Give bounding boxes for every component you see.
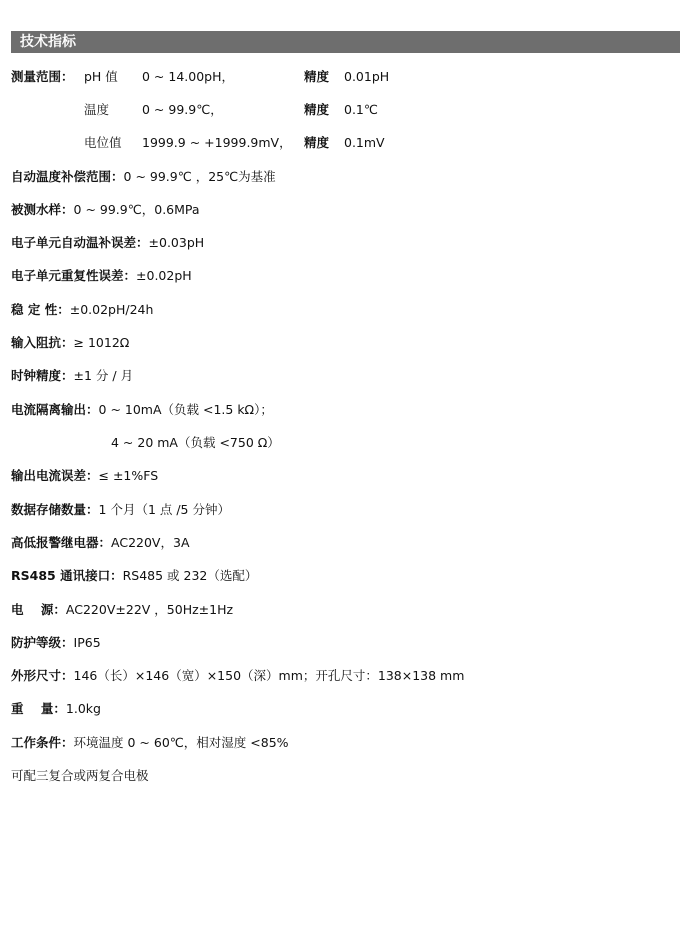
spec-value: ≤ ±1%FS bbox=[98, 468, 159, 483]
spec-value: 4 ~ 20 mA（负载 <750 Ω） bbox=[111, 435, 280, 450]
spec-value: AC220V，3A bbox=[111, 535, 190, 550]
footer-note bbox=[11, 766, 149, 786]
spec-value: AC220V±22V ，50Hz±1Hz bbox=[65, 602, 234, 617]
spec-power-supply bbox=[11, 600, 233, 620]
spec-label: 时钟精度： bbox=[11, 368, 74, 383]
spec-label: 高低报警继电器： bbox=[11, 535, 112, 550]
spec-value: 1 个月（1 点 /5 分钟） bbox=[98, 502, 230, 517]
spec-label: 电子单元自动温补误差： bbox=[11, 235, 149, 250]
spec-value: 环境温度 0 ~ 60℃，相对湿度 <85% bbox=[73, 735, 289, 750]
temperature-range: 0 ~ 99.9℃， bbox=[142, 102, 223, 117]
ph-name: pH 值 bbox=[84, 69, 118, 84]
spec-auto-temp-compensation bbox=[11, 167, 276, 187]
spec-weight bbox=[11, 699, 101, 719]
spec-sample-water bbox=[11, 200, 200, 220]
spec-value: 146（长）×146（宽）×150（深）mm；开孔尺寸：138×138 mm bbox=[73, 668, 465, 683]
spec-label: 输入阻抗： bbox=[11, 335, 74, 350]
spec-label: 电子单元重复性误差： bbox=[11, 268, 137, 283]
spec-value: ±0.02pH/24h bbox=[69, 302, 154, 317]
spec-label: RS485 通讯接口： bbox=[11, 568, 123, 583]
spec-value: 0 ~ 99.9℃ ，25℃为基准 bbox=[123, 169, 276, 184]
spec-label: 被测水样： bbox=[11, 202, 74, 217]
spec-auto-temp-error bbox=[11, 233, 204, 253]
spec-dimensions bbox=[11, 666, 464, 686]
spec-label: 自动温度补偿范围： bbox=[11, 169, 124, 184]
potential-accuracy-label: 精度 bbox=[304, 135, 330, 150]
spec-label: 外形尺寸： bbox=[11, 668, 74, 683]
spec-value: ≥ 1012Ω bbox=[73, 335, 130, 350]
spec-label: 稳 定 性： bbox=[11, 302, 70, 317]
spec-label: 数据存储数量： bbox=[11, 502, 99, 517]
spec-label: 工作条件： bbox=[11, 735, 74, 750]
temperature-accuracy-value: 0.1℃ bbox=[344, 102, 378, 117]
measuring-range-label: 测量范围： bbox=[11, 69, 74, 84]
spec-label: 电 源： bbox=[11, 602, 66, 617]
measuring-range-row-ph bbox=[11, 67, 680, 87]
spec-clock-accuracy bbox=[11, 366, 133, 386]
ph-accuracy-value: 0.01pH bbox=[344, 69, 390, 84]
ph-range: 0 ~ 14.00pH， bbox=[142, 69, 234, 84]
footer-note-text: 可配三复合或两复合电极 bbox=[11, 768, 149, 783]
spec-isolated-current-output-alt bbox=[111, 433, 280, 453]
spec-input-impedance bbox=[11, 333, 129, 353]
spec-isolated-current-output bbox=[11, 400, 273, 420]
spec-label: 重 量： bbox=[11, 701, 66, 716]
potential-accuracy-value: 0.1mV bbox=[344, 135, 385, 150]
potential-name: 电位值 bbox=[84, 135, 122, 150]
spec-output-current-error bbox=[11, 466, 158, 486]
spec-repeatability-error bbox=[11, 266, 192, 286]
spec-value: ±0.02pH bbox=[136, 268, 192, 283]
spec-stability bbox=[11, 300, 153, 320]
spec-value: ±1 分 / 月 bbox=[73, 368, 134, 383]
potential-range: 1999.9 ~ +1999.9mV， bbox=[142, 135, 292, 150]
spec-value: 0 ~ 10mA（负载 <1.5 kΩ）； bbox=[98, 402, 273, 417]
spec-working-conditions bbox=[11, 733, 289, 753]
spec-value: IP65 bbox=[73, 635, 101, 650]
ph-accuracy-label: 精度 bbox=[304, 69, 330, 84]
spec-value: 0 ~ 99.9℃，0.6MPa bbox=[73, 202, 200, 217]
section-header-technical-specs: 技术指标 bbox=[11, 31, 680, 53]
spec-label: 输出电流误差： bbox=[11, 468, 99, 483]
measuring-range-row-temperature bbox=[11, 100, 680, 120]
spec-label: 电流隔离输出： bbox=[11, 402, 99, 417]
spec-alarm-relay bbox=[11, 533, 190, 553]
spec-data-storage bbox=[11, 500, 230, 520]
spec-rs485-interface bbox=[11, 566, 257, 586]
spec-value: ±0.03pH bbox=[148, 235, 205, 250]
temperature-name: 温度 bbox=[84, 102, 110, 117]
temperature-accuracy-label: 精度 bbox=[304, 102, 330, 117]
spec-value: RS485 或 232（选配） bbox=[122, 568, 258, 583]
spec-value: 1.0kg bbox=[65, 701, 101, 716]
spec-protection-rating bbox=[11, 633, 101, 653]
spec-label: 防护等级： bbox=[11, 635, 74, 650]
measuring-range-row-potential bbox=[11, 133, 680, 153]
